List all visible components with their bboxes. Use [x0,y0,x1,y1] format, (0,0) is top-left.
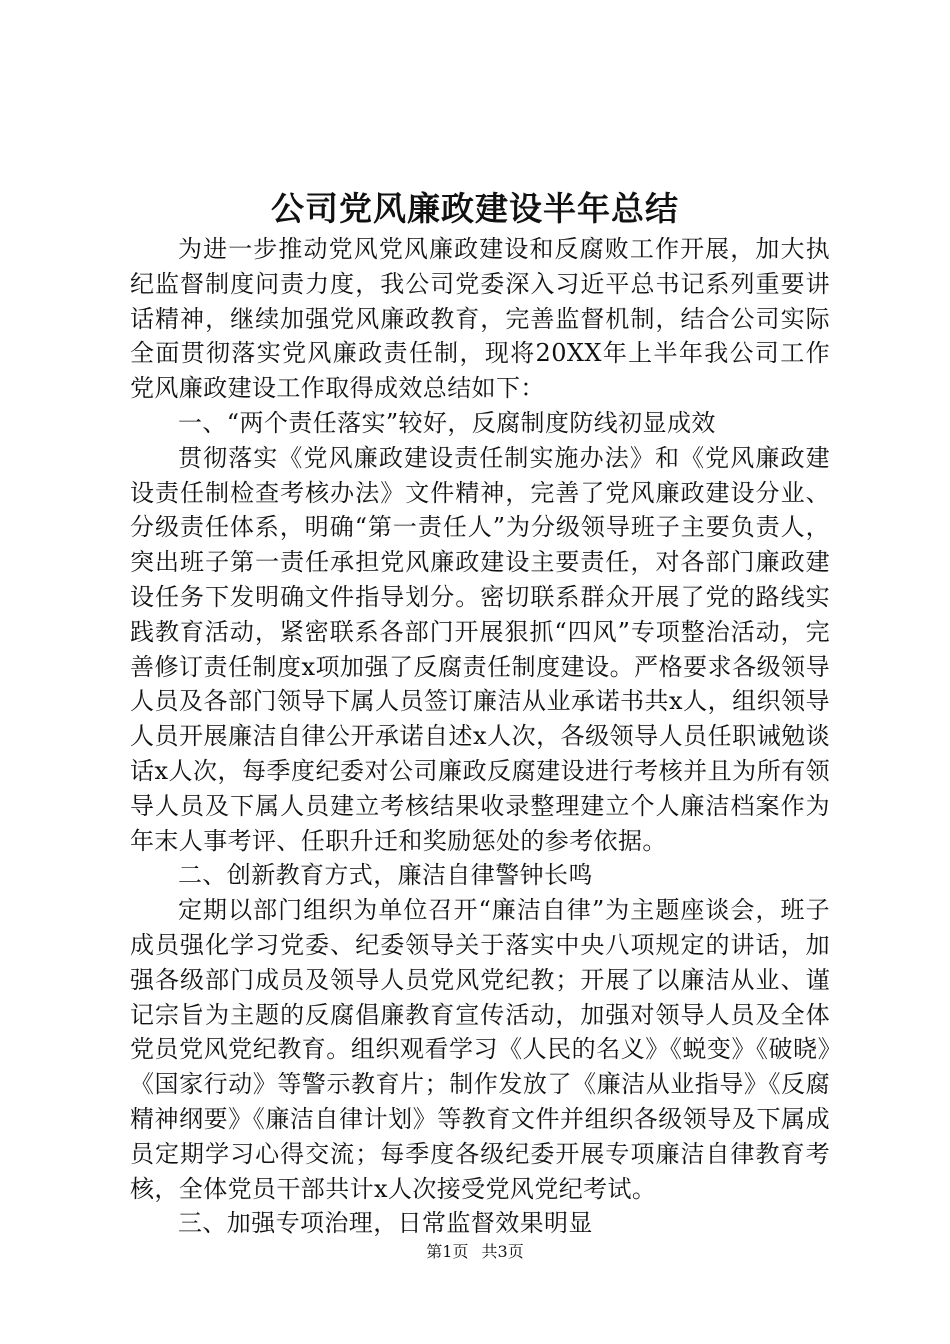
page-footer [0,1240,950,1264]
section-2-paragraph: 定期以部门组织为单位召开“廉洁自律”为主题座谈会，班子成员强化学习党委、纪委领导关于落实中央八项规定的讲话，加强各级部门成员及领导人员党风党纪教；开展了以廉洁从业、谨记宗旨为主题的反腐倡廉教育宣传活动，加强对领导人员及全体党员党风党纪教育。组织观看学习《人民的名义》《蜕变》《破晓》《国家行动》等警示教育片；制作发放了《廉洁从业指导》《反腐精神纲要》《廉洁自律计划》等教育文件并组织各级领导及下属成员定期学习心得交流；每季度各级纪委开展专项廉洁自律教育考核，全体党员干部共计x人次接受党风党纪考试。 [130,896,830,1203]
section-heading-3: 三、加强专项治理，日常监督效果明显 [178,1209,593,1238]
section-heading-2: 二、创新教育方式，廉洁自律警钟长鸣 [178,861,593,890]
page-total: 共3页 [481,1242,524,1261]
section-1-paragraph: 贯彻落实《党风廉政建设责任制实施办法》和《党风廉政建设责任制检查考核办法》文件精神，完善了党风廉政建设分业、分级责任体系，明确“第一责任人”为分级领导班子主要负责人，突出班子第一责任承担党风廉政建设主要责任，对各部门廉政建设任务下发明确文件指导划分。密切联系群众开展了党的路线实践教育活动，紧密联系各部门开展狠抓“四风”专项整治活动，完善修订责任制度x项加强了反腐责任制度建设。严格要求各级领导人员及各部门领导下属人员签订廉洁从业承诺书共x人，组织领导人员开展廉洁自律公开承诺自述x人次，各级领导人员任职诫勉谈话x人次，每季度纪委对公司廉政反腐建设进行考核并且为所有领导人员及下属人员建立考核结果收录整理建立个人廉洁档案作为年末人事考评、任职升迁和奖励惩处的参考依据。 [130,443,830,855]
document-body [130,232,830,1241]
document-title: 公司党风廉政建设半年总结 [271,189,679,228]
section-heading-1: 一、“两个责任落实”较好，反腐制度防线初显成效 [178,408,716,437]
intro-paragraph: 为进一步推动党风党风廉政建设和反腐败工作开展，加大执纪监督制度问责力度，我公司党委深入习近平总书记系列重要讲话精神，继续加强党风廉政教育，完善监督机制，结合公司实际全面贯彻落实党风廉政责任制，现将20XX年上半年我公司工作党风廉政建设工作取得成效总结如下： [130,235,830,403]
page-number: 第1页 [426,1242,469,1261]
